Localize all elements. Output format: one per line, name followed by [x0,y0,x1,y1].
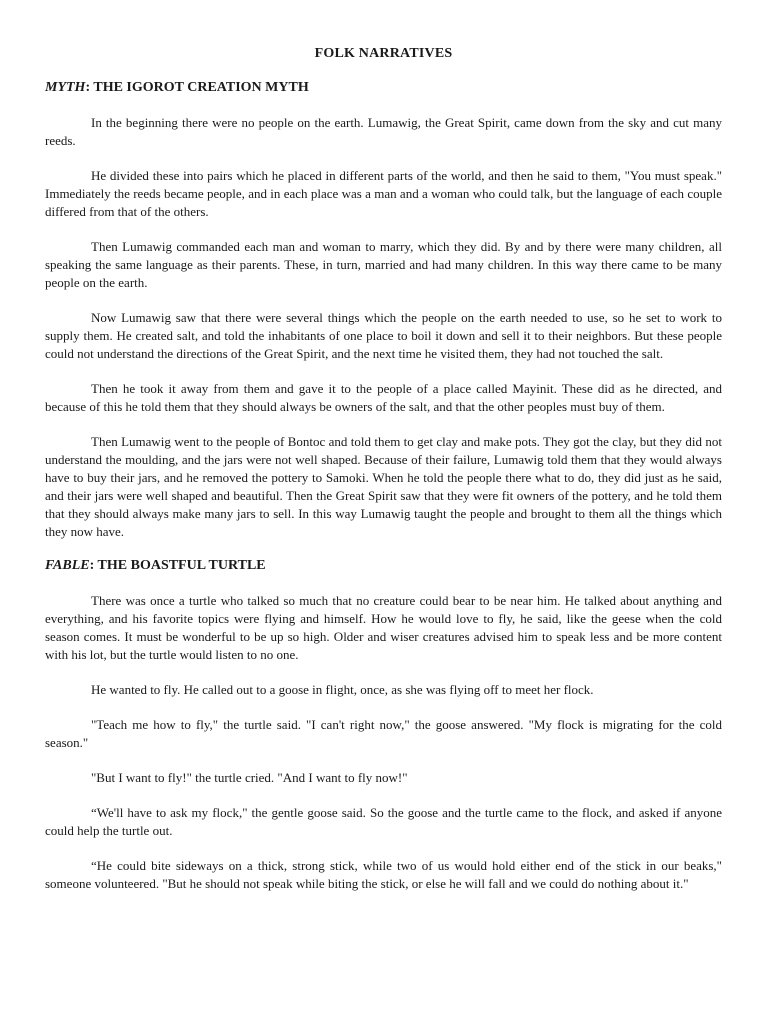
myth-paragraph-4: Now Lumawig saw that there were several things which the people on the earth needed to use, so he set to work to supply them. He created salt, and told the inhabitants of one place to boil it down and sell it to their neighbors. But these people could not understand the directions of the Great Spirit, and the next time he visited them, they had not touched the salt. [45,310,722,361]
myth-paragraph-3: Then Lumawig commanded each man and woman to marry, which they did. By and by there were many children, all speaking the same language as their parents. These, in turn, married and had many children. In this way there came to be many people on the earth. [45,239,722,290]
section-heading-fable [45,558,722,574]
myth-paragraph-6: Then Lumawig went to the people of Bontoc and told them to get clay and make pots. They got the clay, but they did not understand the moulding, and the jars were not well shaped. Because of their failure, Lumawig told them that they would always have to buy their jars, and he removed the pottery to Samoki. When he told the people there what to do, they did just as he said, and their jars were well shaped and beautiful. Then the Great Spirit saw that they were fit owners of the pottery, and he told them that they should always make many jars to sell. In this way Lumawig taught the people and brought to them all the things which they now have. [45,434,722,539]
document-title: FOLK NARRATIVES [314,46,453,61]
fable-paragraph-2: He wanted to fly. He called out to a goose in flight, once, as she was flying off to meet her flock. [91,682,594,697]
fable-paragraph-3: "Teach me how to fly," the turtle said. "I can't right now," the goose answered. "My flock is migrating for the cold season." [45,717,722,750]
section-genre-fable: FABLE [45,558,90,573]
section-genre-myth: MYTH [45,80,86,95]
document-page [45,46,722,910]
section-title-fable: : THE BOASTFUL TURTLE [89,558,266,573]
fable-paragraph-5: “We'll have to ask my flock," the gentle goose said. So the goose and the turtle came to the flock, and asked if anyone could help the turtle out. [45,805,722,838]
fable-paragraph-4: "But I want to fly!" the turtle cried. "And I want to fly now!" [91,770,408,785]
fable-paragraph-6: “He could bite sideways on a thick, strong stick, while two of us would hold either end of the stick in our beaks," someone volunteered. "But he should not speak while biting the stick, or else he will fall and we could do nothing about it." [45,858,722,891]
section-title-myth: : THE IGOROT CREATION MYTH [85,80,309,95]
section-heading-myth [45,80,722,96]
myth-paragraph-5: Then he took it away from them and gave it to the people of a place called Mayinit. These did as he directed, and because of this he told them that they should always be owners of the salt, and that the other peoples must buy of them. [45,381,722,414]
myth-paragraph-1: In the beginning there were no people on the earth. Lumawig, the Great Spirit, came down from the sky and cut many reeds. [45,115,722,148]
myth-paragraph-2: He divided these into pairs which he placed in different parts of the world, and then he said to them, "You must speak." Immediately the reeds became people, and in each place was a man and a woman who could talk, but the language of each couple differed from that of the others. [45,168,722,219]
fable-paragraph-1: There was once a turtle who talked so much that no creature could bear to be near him. He talked about anything and everything, and his favorite topics were flying and himself. How he would love to fly, he said, like the geese when the cold season comes. It must be wonderful to be up so high. Older and wiser creatures advised him to speak less and be more content with his lot, but the turtle would listen to no one. [45,593,722,662]
